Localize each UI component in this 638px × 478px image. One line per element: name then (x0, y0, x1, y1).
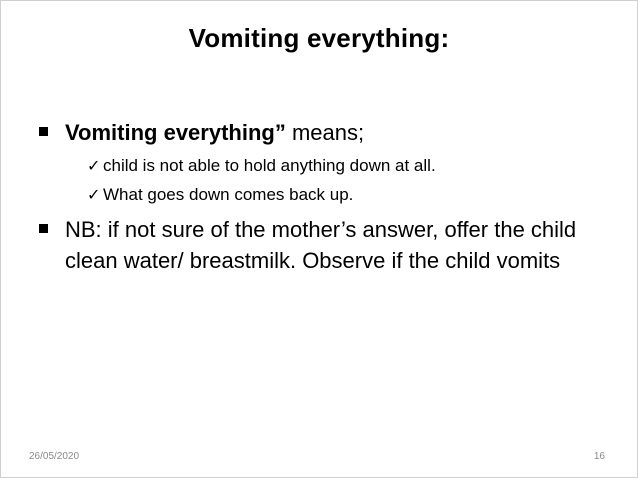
bullet-text: means; (285, 120, 365, 145)
sub-item-text: What goes down comes back up. (103, 185, 354, 204)
bullet-bold-text: Vomiting everything” (65, 120, 286, 145)
sub-item (39, 152, 599, 179)
square-bullet-icon (39, 224, 48, 233)
footer-page-number: 16 (593, 451, 605, 462)
sub-item-text: child is not able to hold anything down at all. (103, 156, 436, 175)
footer-date: 26/05/2020 (29, 451, 80, 462)
checkmark-icon: ✓ (87, 156, 101, 175)
bullet-item-definition (39, 117, 599, 148)
slide-body (39, 117, 599, 276)
square-bullet-icon (39, 127, 48, 136)
slide-title: Vomiting everything: (188, 23, 450, 53)
checkmark-icon: ✓ (87, 185, 101, 204)
bullet-text: NB: if not sure of the mother’s answer, offer the child clean water/ breastmilk. Observe if the child vomits (65, 217, 577, 273)
bullet-item-nb (39, 214, 599, 276)
sub-item (39, 181, 599, 208)
